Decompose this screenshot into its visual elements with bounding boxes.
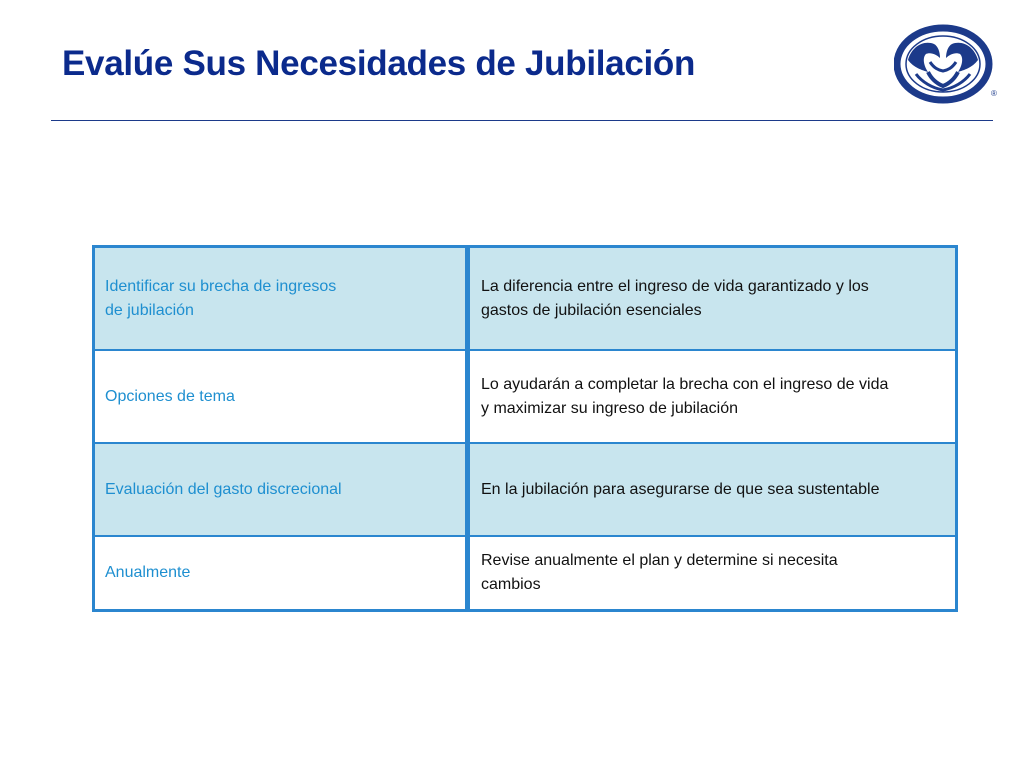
table-row <box>94 350 957 443</box>
topic-line: Evaluación del gasto discrecional <box>105 480 342 498</box>
table-cell-topic <box>94 247 468 351</box>
topic-line: de jubilación <box>105 301 194 319</box>
table-cell-description <box>468 536 957 611</box>
retirement-needs-table <box>92 245 958 612</box>
description-line: cambios <box>481 576 541 593</box>
title-divider <box>51 120 993 121</box>
topic-line: Identificar su brecha de ingresos <box>105 277 337 295</box>
description-line: En la jubilación para asegurarse de que sea sustentable <box>481 480 880 498</box>
description-line: Revise anualmente el plan y determine si necesita <box>481 552 838 569</box>
table-row <box>94 247 957 351</box>
table-cell-description <box>468 350 957 443</box>
description-line: y maximizar su ingreso de jubilación <box>481 399 738 417</box>
slide-title: Evalúe Sus Necesidades de Jubilación <box>62 44 696 83</box>
description-line: Lo ayudarán a completar la brecha con el ingreso de vida <box>481 375 889 393</box>
table-cell-description <box>468 247 957 351</box>
registered-mark: ® <box>991 89 997 98</box>
hands-logo-icon <box>894 24 998 108</box>
table-cell-topic <box>94 350 468 443</box>
table-cell-topic <box>94 443 468 536</box>
description-line: gastos de jubilación esenciales <box>481 301 702 319</box>
topic-line: Opciones de tema <box>105 387 235 405</box>
table-row <box>94 443 957 536</box>
table-cell-description <box>468 443 957 536</box>
description-line: La diferencia entre el ingreso de vida garantizado y los <box>481 277 869 295</box>
table-cell-topic <box>94 536 468 611</box>
topic-line: Anualmente <box>105 564 191 581</box>
table-row <box>94 536 957 611</box>
